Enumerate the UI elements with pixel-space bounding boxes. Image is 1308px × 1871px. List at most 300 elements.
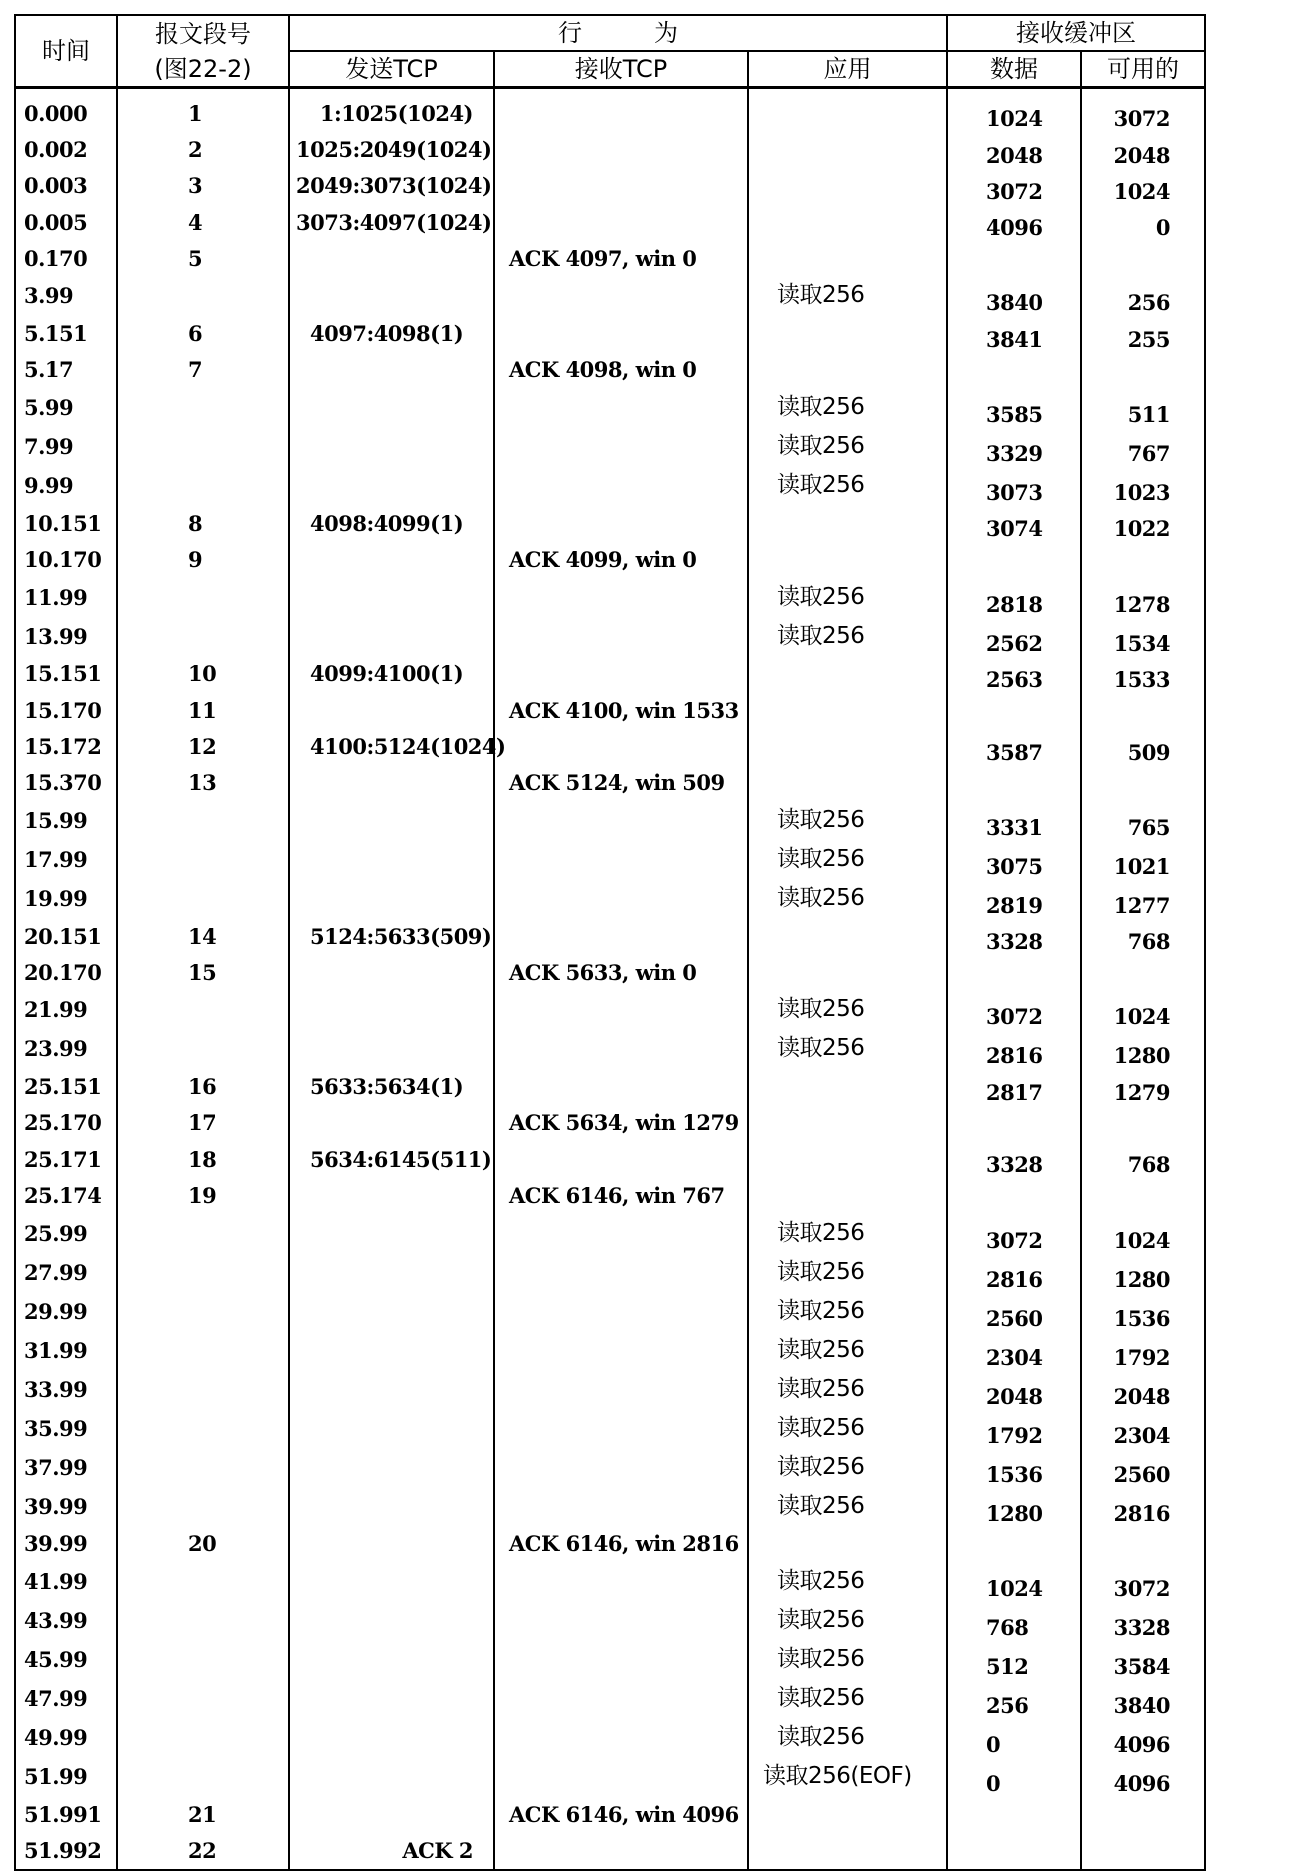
table-row: [15, 1409, 1205, 1448]
buffer-data-cell: 1024: [947, 95, 1081, 131]
application-cell: [748, 954, 947, 990]
time-cell: 37.99: [15, 1448, 117, 1487]
time-cell: 27.99: [15, 1253, 117, 1292]
buffer-available-cell: [1081, 352, 1205, 388]
buffer-data-cell: 256: [947, 1679, 1081, 1718]
application-cell: [748, 728, 947, 764]
buffer-data-cell: 3328: [947, 918, 1081, 954]
recv-tcp-cell: [494, 1409, 748, 1448]
table-row: [15, 95, 1205, 131]
application-cell: [748, 1105, 947, 1141]
application-cell: [748, 95, 947, 131]
buffer-data-cell: [947, 692, 1081, 728]
buffer-data-cell: 2048: [947, 1370, 1081, 1409]
buffer-available-cell: 768: [1081, 918, 1205, 954]
table-row: [15, 1292, 1205, 1331]
buffer-data-cell: 2562: [947, 617, 1081, 656]
segment-cell: 2: [117, 131, 289, 167]
send-tcp-cell: [289, 1214, 494, 1253]
segment-cell: [117, 1029, 289, 1068]
table-row: [15, 1214, 1205, 1253]
application-cell: 读取256: [748, 466, 947, 505]
recv-tcp-cell: [494, 1601, 748, 1640]
buffer-available-cell: 1278: [1081, 578, 1205, 617]
recv-tcp-cell: [494, 1640, 748, 1679]
send-tcp-cell: 2049:3073(1024): [289, 168, 494, 204]
segment-cell: 8: [117, 505, 289, 541]
application-cell: 读取256: [748, 840, 947, 879]
time-cell: 10.170: [15, 541, 117, 577]
send-tcp-cell: [289, 801, 494, 840]
buffer-data-cell: [947, 1105, 1081, 1141]
time-cell: 35.99: [15, 1409, 117, 1448]
send-tcp-cell: [289, 1292, 494, 1331]
send-tcp-cell: [289, 541, 494, 577]
buffer-data-cell: [947, 1796, 1081, 1832]
time-cell: 33.99: [15, 1370, 117, 1409]
send-tcp-cell: [289, 1370, 494, 1409]
buffer-data-cell: 1792: [947, 1409, 1081, 1448]
send-tcp-cell: [289, 1796, 494, 1832]
time-cell: 5.99: [15, 388, 117, 427]
send-tcp-cell: [289, 352, 494, 388]
header-recv-tcp: 接收TCP: [494, 51, 748, 88]
table-row: [15, 1141, 1205, 1177]
buffer-data-cell: [947, 1177, 1081, 1213]
recv-tcp-cell: [494, 728, 748, 764]
tcp-trace-table-sheet: [14, 14, 1204, 1871]
buffer-available-cell: 511: [1081, 388, 1205, 427]
time-cell: 39.99: [15, 1526, 117, 1562]
time-cell: 15.99: [15, 801, 117, 840]
table-row: [15, 656, 1205, 692]
header-data: 数据: [947, 51, 1081, 88]
buffer-data-cell: 1024: [947, 1562, 1081, 1601]
table-row: [15, 1068, 1205, 1104]
table-row: [15, 541, 1205, 577]
buffer-available-cell: 1280: [1081, 1029, 1205, 1068]
send-tcp-cell: 4098:4099(1): [289, 505, 494, 541]
time-cell: 0.003: [15, 168, 117, 204]
buffer-available-cell: 2560: [1081, 1448, 1205, 1487]
time-cell: 0.000: [15, 95, 117, 131]
segment-cell: 9: [117, 541, 289, 577]
segment-cell: 21: [117, 1796, 289, 1832]
buffer-data-cell: 3587: [947, 728, 1081, 764]
segment-cell: [117, 388, 289, 427]
recv-tcp-cell: ACK 4099, win 0: [494, 541, 748, 577]
send-tcp-cell: [289, 692, 494, 728]
buffer-available-cell: 2304: [1081, 1409, 1205, 1448]
application-cell: [748, 131, 947, 167]
buffer-data-cell: 0: [947, 1757, 1081, 1796]
segment-cell: [117, 617, 289, 656]
buffer-data-cell: [947, 541, 1081, 577]
recv-tcp-cell: ACK 5124, win 509: [494, 765, 748, 801]
buffer-available-cell: 767: [1081, 427, 1205, 466]
buffer-available-cell: 2048: [1081, 1370, 1205, 1409]
buffer-data-cell: 4096: [947, 204, 1081, 240]
table-row: [15, 168, 1205, 204]
recv-tcp-cell: [494, 1757, 748, 1796]
recv-tcp-cell: [494, 168, 748, 204]
recv-tcp-cell: [494, 1331, 748, 1370]
segment-cell: 22: [117, 1832, 289, 1869]
buffer-available-cell: 1021: [1081, 840, 1205, 879]
buffer-available-cell: 1280: [1081, 1253, 1205, 1292]
buffer-data-cell: 2817: [947, 1068, 1081, 1104]
segment-cell: 7: [117, 352, 289, 388]
time-cell: 9.99: [15, 466, 117, 505]
buffer-available-cell: 3072: [1081, 95, 1205, 131]
application-cell: 读取256: [748, 1331, 947, 1370]
time-cell: 15.170: [15, 692, 117, 728]
time-cell: 43.99: [15, 1601, 117, 1640]
segment-cell: [117, 1601, 289, 1640]
table-row: [15, 1448, 1205, 1487]
buffer-data-cell: 1280: [947, 1487, 1081, 1526]
time-cell: 11.99: [15, 578, 117, 617]
send-tcp-cell: [289, 1718, 494, 1757]
application-cell: 读取256: [748, 617, 947, 656]
application-cell: [748, 1526, 947, 1562]
recv-tcp-cell: [494, 990, 748, 1029]
buffer-available-cell: 3328: [1081, 1601, 1205, 1640]
segment-cell: 6: [117, 315, 289, 351]
segment-cell: 16: [117, 1068, 289, 1104]
time-cell: 19.99: [15, 879, 117, 918]
segment-cell: [117, 466, 289, 505]
table-row: [15, 466, 1205, 505]
segment-cell: [117, 990, 289, 1029]
segment-cell: 11: [117, 692, 289, 728]
buffer-available-cell: 509: [1081, 728, 1205, 764]
buffer-available-cell: [1081, 541, 1205, 577]
recv-tcp-cell: ACK 6146, win 767: [494, 1177, 748, 1213]
send-tcp-cell: [289, 466, 494, 505]
application-cell: [748, 1068, 947, 1104]
segment-cell: [117, 801, 289, 840]
table-body: [15, 88, 1205, 1870]
buffer-data-cell: [947, 1832, 1081, 1869]
application-cell: [748, 1796, 947, 1832]
tcp-trace-table: [14, 14, 1206, 1871]
send-tcp-cell: [289, 1526, 494, 1562]
table-row: [15, 954, 1205, 990]
recv-tcp-cell: [494, 1068, 748, 1104]
recv-tcp-cell: [494, 1292, 748, 1331]
buffer-data-cell: 3840: [947, 276, 1081, 315]
send-tcp-cell: [289, 1487, 494, 1526]
buffer-data-cell: 3075: [947, 840, 1081, 879]
table-row: [15, 1029, 1205, 1068]
segment-cell: [117, 276, 289, 315]
table-row: [15, 728, 1205, 764]
time-cell: 0.005: [15, 204, 117, 240]
buffer-data-cell: [947, 954, 1081, 990]
table-row: [15, 1832, 1205, 1869]
application-cell: 读取256: [748, 1718, 947, 1757]
recv-tcp-cell: [494, 95, 748, 131]
recv-tcp-cell: ACK 4098, win 0: [494, 352, 748, 388]
time-cell: 20.170: [15, 954, 117, 990]
recv-tcp-cell: [494, 801, 748, 840]
application-cell: 读取256: [748, 801, 947, 840]
buffer-available-cell: 2816: [1081, 1487, 1205, 1526]
time-cell: 51.991: [15, 1796, 117, 1832]
table-row: [15, 204, 1205, 240]
segment-cell: [117, 1253, 289, 1292]
table-row: [15, 1177, 1205, 1213]
time-cell: 25.99: [15, 1214, 117, 1253]
segment-cell: [117, 1331, 289, 1370]
segment-cell: [117, 578, 289, 617]
table-row: [15, 1253, 1205, 1292]
time-cell: 3.99: [15, 276, 117, 315]
buffer-data-cell: 2818: [947, 578, 1081, 617]
recv-tcp-cell: [494, 1487, 748, 1526]
time-cell: 47.99: [15, 1679, 117, 1718]
application-cell: 读取256: [748, 1370, 947, 1409]
send-tcp-cell: [289, 1409, 494, 1448]
send-tcp-cell: [289, 1679, 494, 1718]
buffer-data-cell: [947, 765, 1081, 801]
recv-tcp-cell: [494, 617, 748, 656]
buffer-available-cell: 765: [1081, 801, 1205, 840]
send-tcp-cell: [289, 1105, 494, 1141]
buffer-data-cell: 2819: [947, 879, 1081, 918]
application-cell: 读取256: [748, 1448, 947, 1487]
table-row: [15, 427, 1205, 466]
table-row: [15, 1562, 1205, 1601]
buffer-available-cell: 2048: [1081, 131, 1205, 167]
table-row: [15, 315, 1205, 351]
recv-tcp-cell: [494, 1370, 748, 1409]
recv-tcp-cell: [494, 656, 748, 692]
segment-cell: [117, 1679, 289, 1718]
table-row: [15, 1370, 1205, 1409]
table-row: [15, 879, 1205, 918]
buffer-data-cell: 2560: [947, 1292, 1081, 1331]
application-cell: 读取256: [748, 1292, 947, 1331]
header-behavior: 行 为: [289, 15, 947, 51]
buffer-data-cell: 2048: [947, 131, 1081, 167]
buffer-data-cell: 3331: [947, 801, 1081, 840]
send-tcp-cell: [289, 1562, 494, 1601]
application-cell: [748, 656, 947, 692]
time-cell: 29.99: [15, 1292, 117, 1331]
segment-cell: [117, 840, 289, 879]
table-row: [15, 1526, 1205, 1562]
time-cell: 7.99: [15, 427, 117, 466]
buffer-data-cell: [947, 352, 1081, 388]
buffer-available-cell: [1081, 240, 1205, 276]
time-cell: 17.99: [15, 840, 117, 879]
application-cell: [748, 240, 947, 276]
buffer-available-cell: 4096: [1081, 1757, 1205, 1796]
header-time: 时间: [15, 15, 117, 88]
buffer-available-cell: 1024: [1081, 168, 1205, 204]
header-segment-line2: (图22-2): [117, 51, 289, 88]
send-tcp-cell: [289, 765, 494, 801]
application-cell: [748, 918, 947, 954]
send-tcp-cell: 3073:4097(1024): [289, 204, 494, 240]
recv-tcp-cell: [494, 131, 748, 167]
recv-tcp-cell: [494, 1679, 748, 1718]
buffer-data-cell: 2563: [947, 656, 1081, 692]
buffer-available-cell: [1081, 692, 1205, 728]
segment-cell: [117, 1448, 289, 1487]
application-cell: 读取256: [748, 1679, 947, 1718]
buffer-data-cell: 512: [947, 1640, 1081, 1679]
time-cell: 20.151: [15, 918, 117, 954]
buffer-data-cell: 768: [947, 1601, 1081, 1640]
segment-cell: [117, 1640, 289, 1679]
send-tcp-cell: 5633:5634(1): [289, 1068, 494, 1104]
send-tcp-cell: 4097:4098(1): [289, 315, 494, 351]
segment-cell: 17: [117, 1105, 289, 1141]
application-cell: 读取256: [748, 1253, 947, 1292]
table-row: [15, 1796, 1205, 1832]
recv-tcp-cell: ACK 5634, win 1279: [494, 1105, 748, 1141]
table-row: [15, 1487, 1205, 1526]
segment-cell: [117, 879, 289, 918]
application-cell: [748, 541, 947, 577]
buffer-data-cell: 2304: [947, 1331, 1081, 1370]
send-tcp-cell: 5634:6145(511): [289, 1141, 494, 1177]
buffer-available-cell: 1277: [1081, 879, 1205, 918]
time-cell: 10.151: [15, 505, 117, 541]
buffer-data-cell: 3328: [947, 1141, 1081, 1177]
recv-tcp-cell: ACK 6146, win 2816: [494, 1526, 748, 1562]
table-header: [15, 15, 1205, 88]
buffer-data-cell: 3072: [947, 168, 1081, 204]
buffer-data-cell: 3072: [947, 990, 1081, 1029]
recv-tcp-cell: [494, 315, 748, 351]
send-tcp-cell: [289, 617, 494, 656]
table-row: [15, 765, 1205, 801]
application-cell: 读取256: [748, 1409, 947, 1448]
table-row: [15, 692, 1205, 728]
buffer-available-cell: 1279: [1081, 1068, 1205, 1104]
buffer-available-cell: 4096: [1081, 1718, 1205, 1757]
time-cell: 0.170: [15, 240, 117, 276]
table-row: [15, 1105, 1205, 1141]
segment-cell: 1: [117, 95, 289, 131]
table-row: [15, 1757, 1205, 1796]
recv-tcp-cell: [494, 1253, 748, 1292]
buffer-available-cell: 3584: [1081, 1640, 1205, 1679]
send-tcp-cell: [289, 1029, 494, 1068]
application-cell: 读取256: [748, 1601, 947, 1640]
send-tcp-cell: [289, 1601, 494, 1640]
buffer-data-cell: 3072: [947, 1214, 1081, 1253]
buffer-data-cell: 3841: [947, 315, 1081, 351]
segment-cell: 19: [117, 1177, 289, 1213]
table-row: [15, 1331, 1205, 1370]
recv-tcp-cell: [494, 1832, 748, 1869]
table-row: [15, 1601, 1205, 1640]
time-cell: 41.99: [15, 1562, 117, 1601]
time-cell: 25.170: [15, 1105, 117, 1141]
segment-cell: [117, 1757, 289, 1796]
application-cell: [748, 1832, 947, 1869]
table-row: [15, 918, 1205, 954]
recv-tcp-cell: ACK 4100, win 1533: [494, 692, 748, 728]
application-cell: 读取256: [748, 1487, 947, 1526]
buffer-data-cell: 2816: [947, 1253, 1081, 1292]
time-cell: 5.151: [15, 315, 117, 351]
send-tcp-cell: [289, 954, 494, 990]
table-row: [15, 505, 1205, 541]
buffer-available-cell: [1081, 954, 1205, 990]
recv-tcp-cell: [494, 204, 748, 240]
recv-tcp-cell: ACK 4097, win 0: [494, 240, 748, 276]
table-row: [15, 1718, 1205, 1757]
application-cell: 读取256: [748, 1640, 947, 1679]
application-cell: 读取256: [748, 1562, 947, 1601]
buffer-available-cell: [1081, 1526, 1205, 1562]
table-row: [15, 578, 1205, 617]
segment-cell: 20: [117, 1526, 289, 1562]
segment-cell: 10: [117, 656, 289, 692]
application-cell: 读取256: [748, 1029, 947, 1068]
send-tcp-cell: 1:1025(1024): [289, 95, 494, 131]
segment-cell: [117, 1487, 289, 1526]
send-tcp-cell: [289, 1640, 494, 1679]
send-tcp-cell: [289, 388, 494, 427]
buffer-data-cell: 3074: [947, 505, 1081, 541]
application-cell: [748, 204, 947, 240]
table-row: [15, 352, 1205, 388]
buffer-data-cell: 3329: [947, 427, 1081, 466]
send-tcp-cell: ACK 2: [289, 1832, 494, 1869]
segment-cell: 3: [117, 168, 289, 204]
table-row: [15, 840, 1205, 879]
segment-cell: [117, 1718, 289, 1757]
table-row: [15, 990, 1205, 1029]
segment-cell: 14: [117, 918, 289, 954]
buffer-available-cell: 256: [1081, 276, 1205, 315]
application-cell: [748, 352, 947, 388]
send-tcp-cell: [289, 1448, 494, 1487]
recv-tcp-cell: [494, 1029, 748, 1068]
application-cell: [748, 1141, 947, 1177]
time-cell: 15.151: [15, 656, 117, 692]
buffer-data-cell: 1536: [947, 1448, 1081, 1487]
application-cell: 读取256(EOF): [748, 1757, 947, 1796]
application-cell: 读取256: [748, 276, 947, 315]
recv-tcp-cell: [494, 1214, 748, 1253]
send-tcp-cell: [289, 1177, 494, 1213]
segment-cell: 5: [117, 240, 289, 276]
buffer-available-cell: 255: [1081, 315, 1205, 351]
send-tcp-cell: [289, 240, 494, 276]
buffer-available-cell: [1081, 1796, 1205, 1832]
time-cell: 51.99: [15, 1757, 117, 1796]
application-cell: [748, 1177, 947, 1213]
buffer-available-cell: 1533: [1081, 656, 1205, 692]
buffer-available-cell: 3840: [1081, 1679, 1205, 1718]
application-cell: [748, 168, 947, 204]
buffer-data-cell: [947, 240, 1081, 276]
buffer-data-cell: 2816: [947, 1029, 1081, 1068]
application-cell: 读取256: [748, 990, 947, 1029]
application-cell: [748, 765, 947, 801]
buffer-available-cell: 0: [1081, 204, 1205, 240]
recv-tcp-cell: [494, 388, 748, 427]
table-row: [15, 388, 1205, 427]
